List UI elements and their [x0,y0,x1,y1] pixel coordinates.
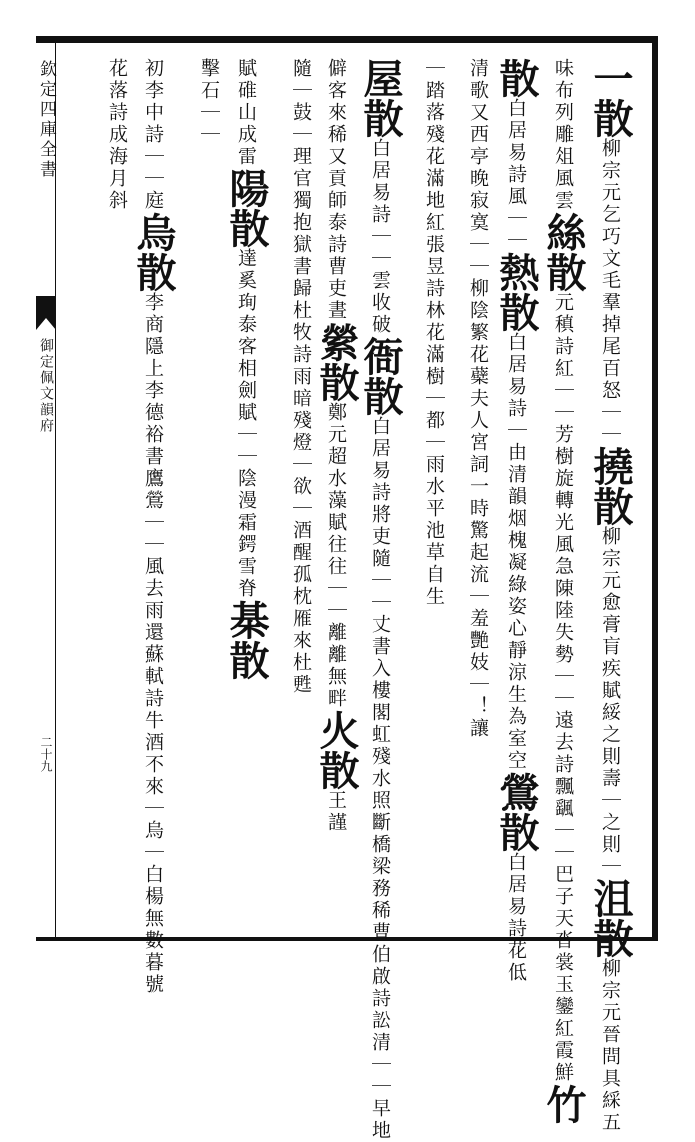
text-column [493,58,540,984]
headword: 撓散 [587,446,634,526]
text-segment: 清歌又西亭晚寂寞｜｜柳陰繁花蘗夫人宮詞一時驚起流｜ [467,58,489,608]
text-segment: 柳宗元愈膏肓疾賦 [599,526,621,702]
text-segment: 白居易詩花低 [505,852,527,984]
text-segment: 綏之則壽｜之則｜ [599,702,621,878]
text-column [223,58,270,928]
text-segment: 詩飄颻｜｜巴子天沓裳玉鑾紅霞鮮 [552,754,574,1084]
headword: 沮散 [587,878,634,958]
page-number: 二十九 [39,736,53,772]
text-segment: 務稀曹伯啟詩訟清｜｜早地 [369,878,391,1142]
headword: 絲散 [540,212,587,292]
text-column [587,58,634,1134]
text-segment: 問具綵五 [599,1046,621,1134]
headword: 熱散 [493,252,540,332]
text-segment: 味布列雕俎風雲 [552,58,574,212]
text-column [272,58,314,928]
text-column [449,58,491,928]
text-segment: 心靜涼生為室空 [505,618,527,772]
text-segment: 王謹 [325,790,347,834]
side-title: 欽定四庫全書 [36,60,56,180]
text-segment: 往｜｜離離無畔 [325,556,347,710]
text-segment: 柳宗元晉 [599,958,621,1046]
side-book-title: 御定佩文韻府 [38,338,54,434]
headword: 散 [493,58,540,98]
text-segment: 杜牧詩雨暗殘燈｜ [290,300,312,476]
text-segment: 羣掉尾百怒｜｜ [599,292,621,446]
text-column [180,58,222,928]
text-segment: ｜｜陰漫霜鍔雪脊 [235,424,257,600]
text-segment: 杜甦 [290,652,312,696]
headword: 一散 [587,58,634,138]
text-segment: 賦碓山成雷 [235,58,257,168]
text-segment: 達奚珣泰客相劍賦 [235,248,257,424]
text-segment: 蘇軾詩牛酒不來｜烏｜白楊無數暮號 [142,644,164,996]
headword: 火散 [313,710,360,790]
headword: 縈散 [313,322,360,402]
text-segment: 白居易詩風｜｜ [505,98,527,252]
text-segment: 失勢｜｜遠去 [552,622,574,754]
text-segment: 僻客來稀又貢師泰詩曹吏晝 [325,58,347,322]
text-segment: 隨｜鼓｜理官獨抱獄書歸 [290,58,312,300]
text-segment: 清韻烟槐凝綠姿 [505,464,527,618]
text-segment: 白居易詩將吏隨｜｜丈書入 [369,416,391,680]
fish-tail-mark-icon [36,296,56,330]
headword: 鶯散 [493,772,540,852]
text-segment: 柳宗元乞巧文毛 [599,138,621,292]
text-segment: 鄭元超水藻賦往 [325,402,347,556]
headword: 棊散 [223,600,270,680]
headword: 竹 [540,1084,587,1124]
headword: 屋散 [357,58,404,138]
text-column [357,58,404,1142]
text-column [88,58,130,928]
headword: 烏散 [130,212,177,292]
text-column [540,58,587,1124]
text-segment: 白居易詩｜由 [505,332,527,464]
text-segment: 羞艷妓｜！讓 [467,608,489,740]
text-segment: 初李中詩｜｜庭 [142,58,164,212]
text-segment: ｜踏落殘花滿地紅張昱詩林花滿樹｜都｜雨水平池草自生 [423,58,445,608]
text-column [313,58,360,928]
text-column [130,58,177,996]
text-segment: 欲｜酒醒孤枕雁來 [290,476,312,652]
text-segment: 擊石｜｜ [198,58,220,146]
headword: 陽散 [223,168,270,248]
text-segment: 元稹詩紅｜｜芳樹旋轉光風急陳陸 [552,292,574,622]
text-segment: 花落詩成海月斜 [106,58,128,212]
text-segment: 白居易詩｜｜雲收破 [369,138,391,336]
headword: 衙散 [357,336,404,416]
text-column [405,58,447,928]
text-segment: 樓閣虹殘水照斷橋梁 [369,680,391,878]
text-segment: 李商隱上李德裕書鷹鶯｜｜風去雨還 [142,292,164,644]
